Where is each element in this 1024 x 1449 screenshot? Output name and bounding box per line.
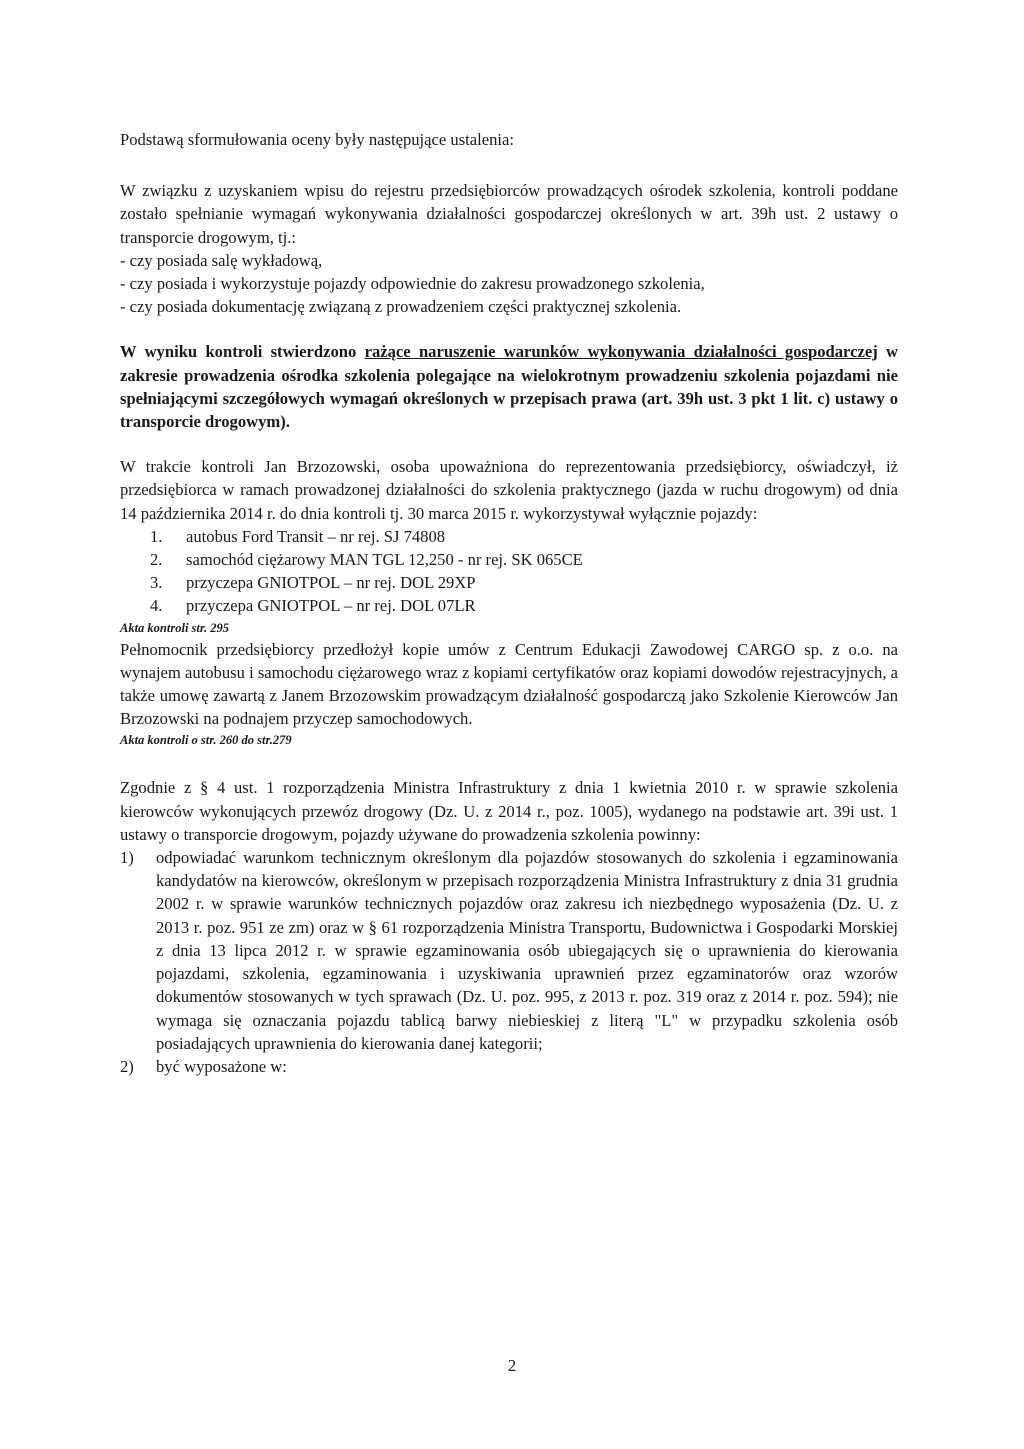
regulation-paragraph: Zgodnie z § 4 ust. 1 rozporządzenia Ministra Infrastruktury z dnia 1 kwietnia 2010 r. w sprawie szkolenia kierowców wykonujących przewóz drogowy (Dz. U. z 2014 r., poz. 1005), wydanego na podstawie art. 39i ust. 1 ustawy o transporcie drogowym, pojazdy używane do prowadzenia szkolenia powinny: [120,778,898,844]
condition-item-1: 1) odpowiadać warunkom technicznym określonym dla pojazdów stosowanych do szkolenia i egzaminowania kandydatów na kierowców, określonym w przepisach rozporządzenia Ministra Infrastruktury z dnia 31 grudnia 2002 r. w sprawie warunków technicznych pojazdów oraz zakresu ich niezbędnego wyposażenia (Dz. U. z 2013 r. poz. 951 ze zm) oraz w § 61 rozporządzenia Ministra Transportu, Budownictwa i Gospodarki Morskiej z dnia 13 lipca 2012 r. w sprawie egzaminowania osób ubiegających się o uprawnienia do kierowania pojazdami, szkolenia, egzaminowania i uzyskiwania uprawnień przez egzaminatorów oraz wzorów dokumentów stosowanych w tych sprawach (Dz. U. poz. 995, z 2013 r. poz. 319 oraz z 2014 r. poz. 594); nie wymaga się oznaczania pojazdu tablicą barwy niebieskiej z literą "L" w przypadku szkolenia osób posiadających uprawnienia do kierowania danej kategorii; [120,848,898,1053]
vehicle-item: 3. przyczepa GNIOTPOL – nr rej. DOL 29XP [150,573,476,593]
vehicle-item: 2. samochód ciężarowy MAN TGL 12,250 - nr rej. SK 065CE [150,550,583,570]
check-item-lecture-room: - czy posiada salę wykładową, [120,250,323,270]
file-reference-2: Akta kontroli o str. 260 do str.279 [120,733,292,748]
regulation-section [120,776,898,1078]
finding-violation: rażące naruszenie warunków wykonywania działalności gospodarczej [364,342,878,362]
statement-paragraph: W trakcie kontroli Jan Brzozowski, osoba upoważniona do reprezentowania przedsiębiorcy, oświadczył, iż przedsiębiorca w ramach prowadzonej działalności do szkolenia praktycznego (jazda w ruchu drogowym) od dnia 14 października 2014 r. do dnia kontroli tj. 30 marca 2015 r. wykorzystywał wyłącznie pojazdy: [120,457,898,523]
intro-line: Podstawą sformułowania oceny były następujące ustalenia: [120,130,514,149]
statement-section [120,455,898,750]
check-item-vehicles: - czy posiada i wykorzystuje pojazdy odpowiednie do zakresu prowadzonego szkolenia, [120,274,705,294]
check-item-documentation: - czy posiada dokumentację związaną z prowadzeniem części praktycznej szkolenia. [120,297,682,317]
scope-paragraph: W związku z uzyskaniem wpisu do rejestru przedsiębiorców prowadzących ośrodek szkolenia, kontroli poddane zostało spełnianie wymagań wykonywania działalności gospodarczej określonych w art. 39h ust. 2 ustawy o transporcie drogowym, tj.: [120,181,898,247]
finding-paragraph [120,340,898,433]
finding-lead: W wyniku kontroli stwierdzono [120,342,357,362]
vehicle-item: 4. przyczepa GNIOTPOL – nr rej. DOL 07LR [150,596,476,616]
vehicle-list [120,525,898,618]
document-body [120,128,898,1078]
contracts-paragraph: Pełnomocnik przedsiębiorcy przedłożył kopie umów z Centrum Edukacji Zawodowej CARGO sp. z o.o. na wynajem autobusu i samochodu ciężarowego wraz z kopiami certyfikatów oraz kopiami dowodów rejestracyjnych, a także umowę zawartą z Janem Brzozowskim prowadzącym działalność gospodarczą jako Szkolenie Kierowców Jan Brzozowski na podnajem przyczep samochodowych. [120,639,898,729]
vehicle-item: 1. autobus Ford Transit – nr rej. SJ 74808 [150,526,446,546]
condition-item-2: 2) być wyposażone w: [120,1056,287,1076]
file-reference-1: Akta kontroli str. 295 [120,620,230,635]
finding-detail: w zakresie prowadzenia ośrodka szkolenia polegające na wielokrotnym prowadzeniu szkolenia pojazdami nie spełniającymi szczegółowych wymagań określonych w przepisach prawa (art. 39h ust. 3 pkt 1 lit. c) ustawy o transporcie drogowym). [120,342,899,432]
scope-section [120,179,898,318]
page-number: 2 [507,1356,517,1375]
